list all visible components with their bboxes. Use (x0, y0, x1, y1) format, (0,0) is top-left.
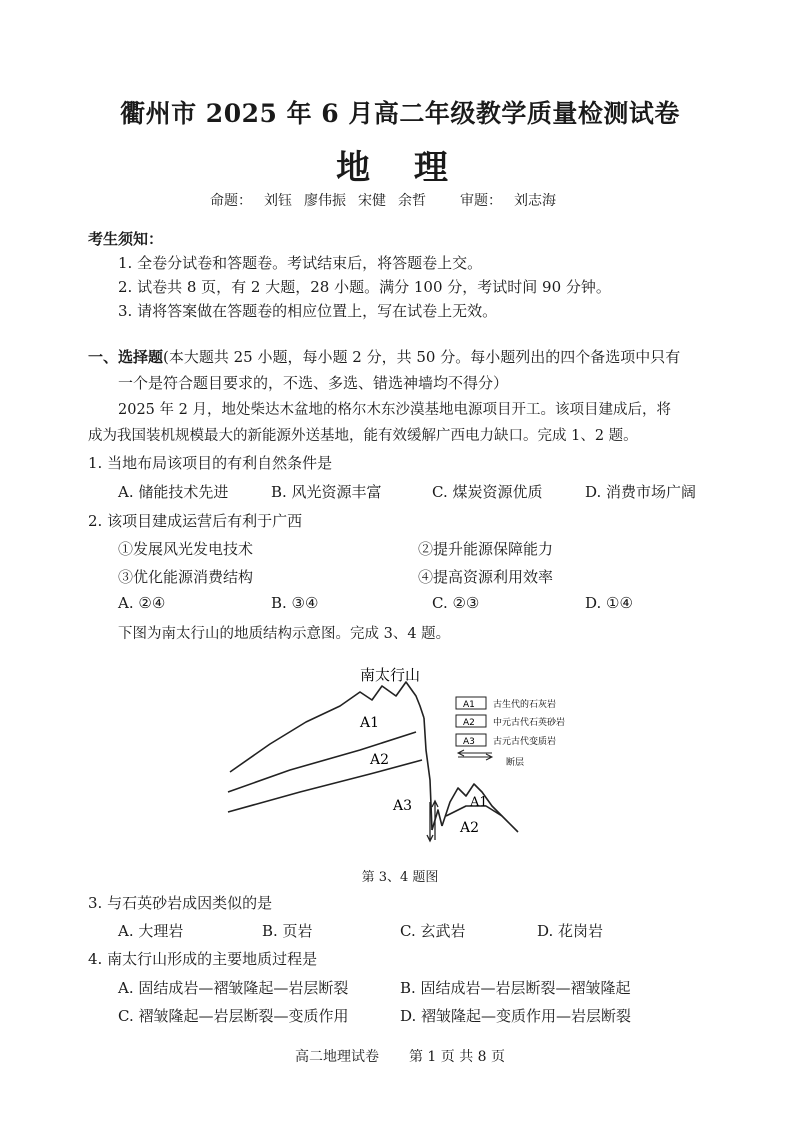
option-c: C. 玄武岩 (400, 922, 466, 940)
section-heading-line (88, 346, 680, 367)
figure-caption: 第 3、4 题图 (361, 870, 439, 885)
geology-diagram (210, 660, 570, 860)
fault-face (424, 718, 432, 830)
option-b: B. 固结成岩—岩层断裂—褶皱隆起 (400, 979, 631, 997)
notice-item: 3. 请将答案做在答题卷的相应位置上，写在试卷上无效。 (118, 302, 498, 320)
reviewer-name: 刘志海 (514, 193, 556, 209)
notice-heading: 考生须知： (88, 230, 164, 248)
option-c: C. 褶皱隆起—岩层断裂—变质作用 (118, 1007, 349, 1025)
gully (432, 810, 442, 830)
passage-text: 下图为南太行山的地质结构示意图。完成 3、4 题。 (118, 626, 451, 642)
statement-item: ④提高资源利用效率 (418, 568, 554, 586)
notice-item: 1. 全卷分试卷和答题卷。考试结束后，将答题卷上交。 (118, 254, 483, 272)
section-description: (本大题共 25 小题，每小题 2 分，共 50 分。每小题列出的四个备选项中只有 (163, 348, 681, 366)
proposer-name: 宋健 (358, 193, 386, 209)
footer-page-number: 第 1 页 共 8 页 (408, 1049, 506, 1065)
question-stem: 1. 当地布局该项目的有利自然条件是 (88, 454, 333, 472)
page-footer (0, 1046, 800, 1066)
label-a2: A2 (370, 752, 390, 768)
notice-item: 2. 试卷共 8 页，有 2 大题，28 小题。满分 100 分，考试时间 90 分钟。 (118, 278, 611, 296)
reviewer-label: 审题： (460, 193, 502, 209)
passage-text: 2025 年 2 月，地处柴达木盆地的格尔木东沙漠基地电源项目开工。该项目建成后，将 (118, 402, 671, 418)
footer-exam-name: 高二地理试卷 (294, 1049, 379, 1065)
legend-key: A2 (463, 718, 475, 728)
fault-legend-label: 断层 (506, 758, 525, 768)
label-a1: A1 (360, 715, 380, 731)
exam-title: 衢州市 2025 年 6 月高二年级教学质量检测试卷 (120, 99, 680, 128)
label-a2-right: A2 (460, 820, 480, 836)
section-heading: 一、选择题 (88, 348, 164, 366)
proposers-label: 命题： (210, 193, 252, 209)
question-stem: 3. 与石英砂岩成因类似的是 (88, 894, 273, 912)
legend-text: 古生代的石灰岩 (493, 700, 557, 710)
question-stem: 2. 该项目建成运营后有利于广西 (88, 512, 303, 530)
legend-text: 中元古代石英砂岩 (493, 718, 566, 728)
option-b: B. 风光资源丰富 (271, 483, 382, 501)
option-d: D. 褶皱隆起—变质作用—岩层断裂 (400, 1007, 632, 1025)
label-a3: A3 (393, 798, 413, 814)
option-d: D. 花岗岩 (537, 922, 604, 940)
passage-text: 成为我国装机规模最大的新能源外送基地，能有效缓解广西电力缺口。完成 1、2 题。 (88, 428, 638, 444)
legend-key: A3 (463, 737, 475, 747)
option-d: D. 消费市场广阔 (585, 483, 697, 501)
statement-item: ③优化能源消费结构 (118, 568, 254, 586)
author-line (210, 190, 568, 210)
subject-title: 地 理 (336, 148, 464, 188)
statement-item: ①发展风光发电技术 (118, 540, 254, 558)
section-description-cont: 一个是符合题目要求的，不选、多选、错选神墙均不得分） (118, 374, 509, 392)
legend-key: A1 (463, 700, 475, 710)
option-a: A. 固结成岩—褶皱隆起—岩层断裂 (118, 979, 349, 997)
option-d: D. ①④ (585, 594, 633, 612)
proposer-name: 廖伟振 (304, 193, 346, 209)
option-b: B. ③④ (271, 594, 319, 612)
question-stem: 4. 南太行山形成的主要地质过程是 (88, 950, 318, 968)
proposer-name: 余哲 (398, 193, 426, 209)
fault-arrows (427, 801, 438, 841)
label-a1-right: A1 (470, 795, 488, 810)
option-a: A. 储能技术先进 (118, 483, 229, 501)
option-a: A. ②④ (118, 594, 166, 612)
option-c: C. ②③ (432, 594, 480, 612)
statement-item: ②提升能源保障能力 (418, 540, 554, 558)
legend-text: 古元古代变质岩 (493, 737, 557, 747)
option-b: B. 页岩 (262, 922, 313, 940)
figure-legend (456, 697, 565, 768)
figure-title: 南太行山 (360, 666, 421, 684)
option-c: C. 煤炭资源优质 (432, 483, 543, 501)
mountain-surface (230, 682, 424, 772)
proposer-name: 刘钰 (264, 193, 292, 209)
option-a: A. 大理岩 (118, 922, 184, 940)
